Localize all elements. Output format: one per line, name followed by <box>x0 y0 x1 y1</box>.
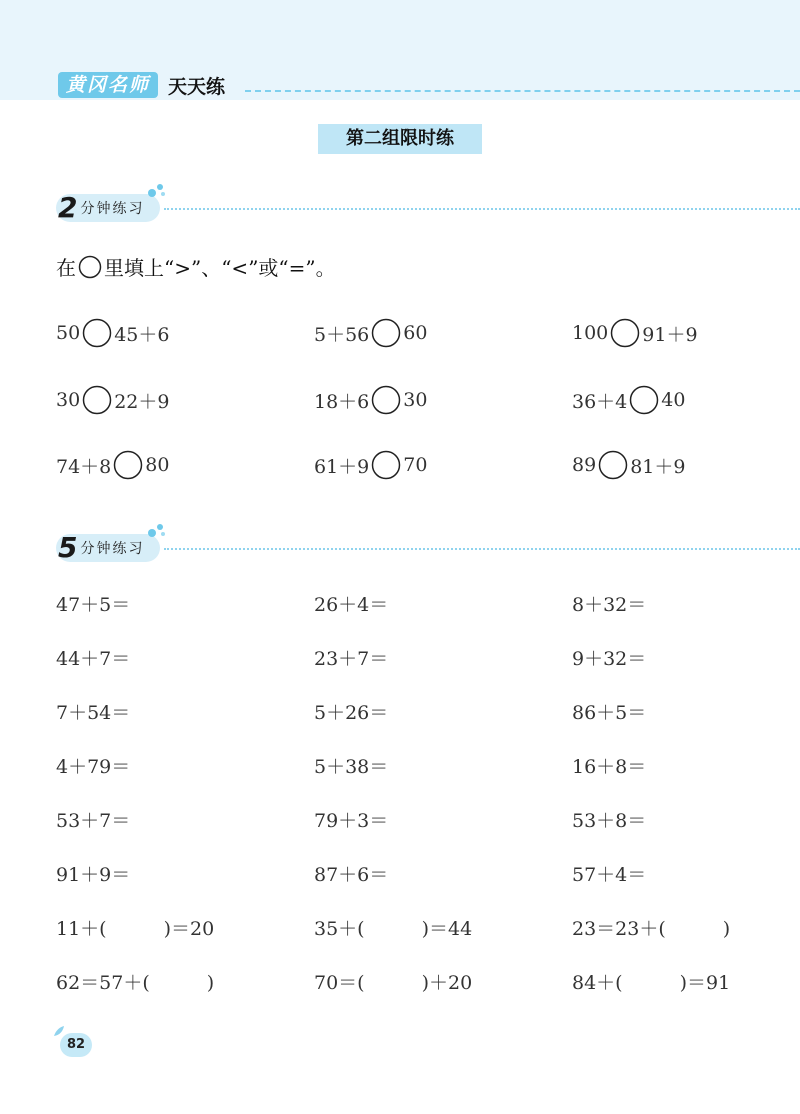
compare-left: 50 <box>56 322 81 344</box>
page-title: 第二组限时练 <box>318 124 482 154</box>
calc-problem: 57＋4＝ <box>572 863 647 886</box>
answer-circle[interactable] <box>371 385 401 415</box>
calc-row <box>0 858 800 888</box>
compare-row <box>0 450 800 480</box>
calc-problem: 5＋26＝ <box>314 701 389 724</box>
compare-item <box>56 385 169 415</box>
compare-right: 70 <box>403 454 428 476</box>
section-number: 2 <box>58 191 78 224</box>
compare-item <box>56 450 169 480</box>
answer-circle[interactable] <box>82 318 112 348</box>
instruction-text <box>56 252 336 281</box>
compare-right: 80 <box>145 454 170 476</box>
calc-row <box>0 750 800 780</box>
compare-right: 22＋9 <box>114 390 170 413</box>
answer-circle[interactable] <box>82 385 112 415</box>
calc-problem: 26＋4＝ <box>314 593 389 616</box>
compare-item <box>314 450 427 480</box>
calc-row <box>0 642 800 672</box>
answer-circle[interactable] <box>371 450 401 480</box>
calc-row <box>0 966 800 996</box>
compare-left: 100 <box>572 322 609 344</box>
calc-problem: 5＋38＝ <box>314 755 389 778</box>
calc-row <box>0 804 800 834</box>
calc-problem: 87＋6＝ <box>314 863 389 886</box>
section-badge <box>56 191 160 224</box>
calc-problem: 35＋( )＝44 <box>314 917 473 940</box>
compare-row <box>0 385 800 415</box>
section-badge <box>56 531 160 564</box>
compare-left: 5＋56 <box>314 323 370 346</box>
calc-problem: 79＋3＝ <box>314 809 389 832</box>
brand-logo: 黄冈名师 <box>58 72 158 98</box>
answer-circle[interactable] <box>371 318 401 348</box>
calc-problem: 53＋7＝ <box>56 809 131 832</box>
brand-subtitle: 天天练 <box>168 75 226 98</box>
blank-circle-icon <box>78 255 102 279</box>
calc-problem: 91＋9＝ <box>56 863 131 886</box>
calc-row <box>0 696 800 726</box>
section-divider <box>164 208 800 210</box>
compare-item <box>314 318 427 348</box>
compare-item <box>572 318 698 348</box>
page-number: 82 <box>60 1033 92 1057</box>
calc-problem: 86＋5＝ <box>572 701 647 724</box>
compare-left: 89 <box>572 454 597 476</box>
header-divider <box>245 90 800 92</box>
instruction-end: 里填上“>”、“<”或“=”。 <box>104 256 336 280</box>
calc-row <box>0 588 800 618</box>
section-label: 分钟练习 <box>80 541 145 557</box>
section-label: 分钟练习 <box>80 201 145 217</box>
calc-problem: 84＋( )＝91 <box>572 971 731 994</box>
calc-row <box>0 912 800 942</box>
compare-right: 91＋9 <box>642 323 698 346</box>
compare-right: 60 <box>403 322 428 344</box>
calc-problem: 70＝( )＋20 <box>314 971 473 994</box>
compare-item <box>314 385 427 415</box>
compare-item <box>572 385 685 415</box>
answer-circle[interactable] <box>610 318 640 348</box>
calc-problem: 23＝23＋( ) <box>572 917 731 940</box>
calc-problem: 11＋( )＝20 <box>56 917 215 940</box>
calc-problem: 47＋5＝ <box>56 593 131 616</box>
water-drops-icon <box>146 522 166 538</box>
calc-problem: 53＋8＝ <box>572 809 647 832</box>
calc-problem: 44＋7＝ <box>56 647 131 670</box>
compare-left: 36＋4 <box>572 390 628 413</box>
water-drops-icon <box>146 182 166 198</box>
compare-right: 45＋6 <box>114 323 170 346</box>
calc-problem: 16＋8＝ <box>572 755 647 778</box>
answer-circle[interactable] <box>629 385 659 415</box>
section-number: 5 <box>58 531 78 564</box>
calc-problem: 62＝57＋( ) <box>56 971 215 994</box>
answer-circle[interactable] <box>598 450 628 480</box>
compare-left: 74＋8 <box>56 455 112 478</box>
header-brand <box>58 72 225 98</box>
compare-item <box>572 450 685 480</box>
compare-left: 61＋9 <box>314 455 370 478</box>
calc-problem: 4＋79＝ <box>56 755 131 778</box>
instruction-start: 在 <box>56 256 76 280</box>
calc-problem: 9＋32＝ <box>572 647 647 670</box>
calc-problem: 23＋7＝ <box>314 647 389 670</box>
compare-item <box>56 318 169 348</box>
calc-problem: 7＋54＝ <box>56 701 131 724</box>
compare-right: 30 <box>403 389 428 411</box>
compare-left: 18＋6 <box>314 390 370 413</box>
compare-left: 30 <box>56 389 81 411</box>
answer-circle[interactable] <box>113 450 143 480</box>
compare-row <box>0 318 800 348</box>
calc-problem: 8＋32＝ <box>572 593 647 616</box>
compare-right: 40 <box>661 389 686 411</box>
compare-right: 81＋9 <box>630 455 686 478</box>
section-divider <box>164 548 800 550</box>
